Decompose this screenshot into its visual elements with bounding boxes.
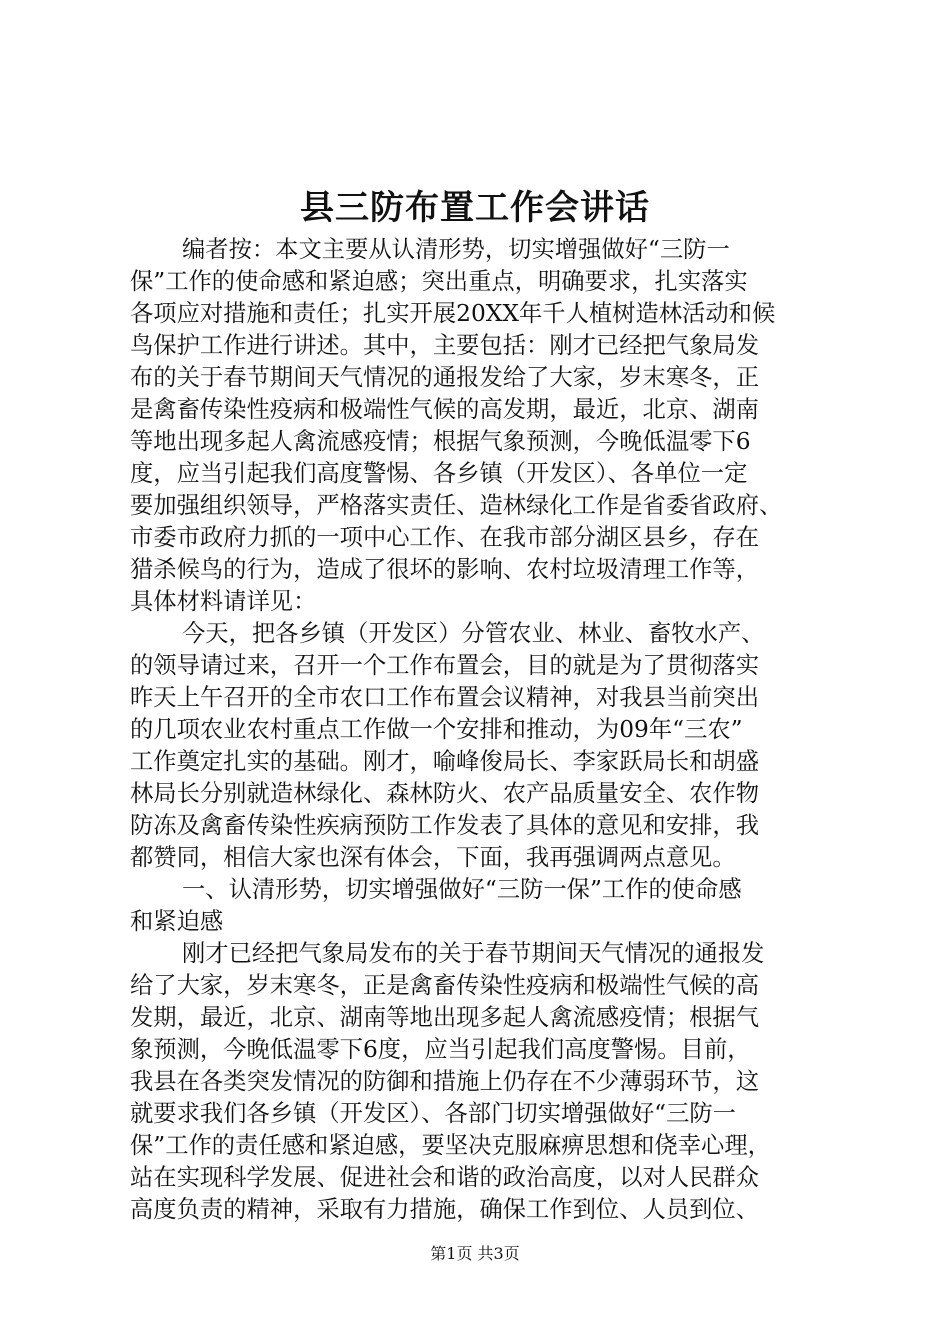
text-line: 高度负责的精神，采取有力措施，确保工作到位、人员到位、	[130, 1196, 760, 1223]
document-title: 县三防布置工作会讲话	[300, 188, 650, 228]
text-line: 我县在各类突发情况的防御和措施上仍存在不少薄弱环节，这	[130, 1068, 760, 1095]
text-line: 的领导请过来，召开一个工作布置会，目的就是为了贯彻落实	[130, 652, 760, 679]
text-line: 度，应当引起我们高度警惕、各乡镇（开发区）、各单位一定	[130, 460, 748, 487]
text-line: 市委市政府力抓的一项中心工作、在我市部分湖区县乡，存在	[130, 524, 760, 551]
text-line: 昨天上午召开的全市农口工作布置会议精神，对我县当前突出	[130, 684, 760, 711]
text-line: 象预测，今晚低温零下6度，应当引起我们高度警惕。目前，	[130, 1036, 751, 1063]
text-line: 要加强组织领导，严格落实责任、造林绿化工作是省委省政府、	[130, 492, 783, 519]
text-line: 今天，把各乡镇（开发区）分管农业、林业、畜牧水产、	[182, 620, 765, 647]
text-line: 各项应对措施和责任；扎实开展20XX年千人植树造林活动和候	[130, 300, 776, 327]
page-footer: 第1页 共3页	[430, 1244, 520, 1263]
text-line: 等地出现多起人禽流感疫情；根据气象预测，今晚低温零下6	[130, 428, 751, 455]
text-line: 工作奠定扎实的基础。刚才，喻峰俊局长、李家跃局长和胡盛	[130, 748, 760, 775]
text-line: 猎杀候鸟的行为，造成了很坏的影响、农村垃圾清理工作等，	[130, 556, 760, 583]
text-line: 林局长分别就造林绿化、森林防火、农产品质量安全、农作物	[130, 780, 760, 807]
text-line: 刚才已经把气象局发布的关于春节期间天气情况的通报发	[182, 940, 765, 967]
text-line: 鸟保护工作进行讲述。其中，主要包括：刚才已经把气象局发	[130, 332, 760, 359]
text-line: 布的关于春节期间天气情况的通报发给了大家，岁末寒冬，正	[130, 364, 760, 391]
text-line: 具体材料请详见：	[130, 588, 317, 615]
section-heading: 和紧迫感	[130, 908, 224, 935]
text-line: 给了大家，岁末寒冬，正是禽畜传染性疫病和极端性气候的高	[130, 972, 760, 999]
text-line: 保”工作的责任感和紧迫感，要坚决克服麻痹思想和侥幸心理，	[130, 1132, 771, 1159]
text-line: 是禽畜传染性疫病和极端性气候的高发期，最近，北京、湖南	[130, 396, 760, 423]
text-line: 的几项农业农村重点工作做一个安排和推动，为09年“三农”	[130, 716, 743, 743]
text-line: 编者按：本文主要从认清形势，切实增强做好“三防一	[182, 236, 730, 263]
document-body	[130, 234, 830, 1226]
text-line: 发期，最近，北京、湖南等地出现多起人禽流感疫情；根据气	[130, 1004, 760, 1031]
text-line: 就要求我们各乡镇（开发区）、各部门切实增强做好“三防一	[130, 1100, 736, 1127]
text-line: 保”工作的使命感和紧迫感；突出重点，明确要求，扎实落实	[130, 268, 748, 295]
text-line: 防冻及禽畜传染性疾病预防工作发表了具体的意见和安排，我	[130, 812, 760, 839]
text-line: 站在实现科学发展、促进社会和谐的政治高度，以对人民群众	[130, 1164, 760, 1191]
text-line: 都赞同，相信大家也深有体会，下面，我再强调两点意见。	[130, 844, 736, 871]
section-heading: 一、认清形势，切实增强做好“三防一保”工作的使命感	[182, 876, 742, 903]
